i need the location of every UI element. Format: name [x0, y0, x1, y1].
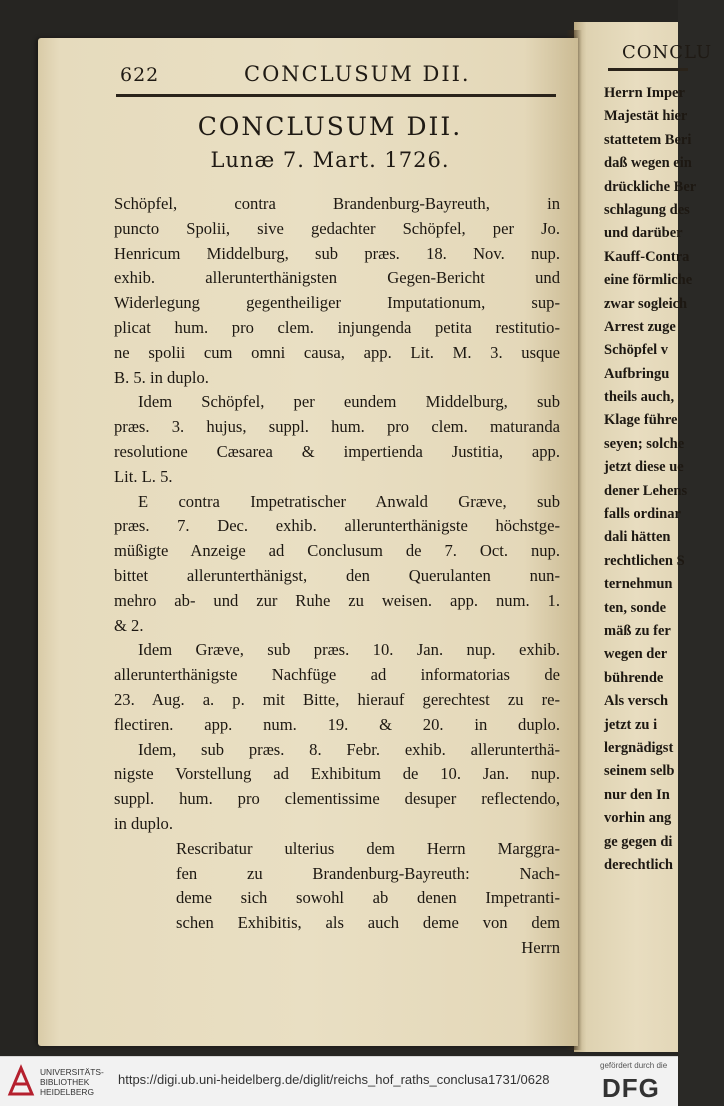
text-line: fen zu Brandenburg-Bayreuth: Nach-: [176, 863, 560, 883]
right-page-text: [604, 82, 724, 877]
text-line: exhib. allerunterthänigsten Gegen-Bericht und: [114, 268, 560, 288]
text-line: schen Exhibitis, als auch deme von dem: [176, 913, 560, 933]
right-text-line: wegen der: [604, 646, 668, 663]
right-text-line: ge gegen di: [604, 833, 673, 850]
header-rule: [116, 94, 556, 97]
right-text-line: seyen; solche: [604, 435, 685, 452]
running-head: [120, 62, 560, 92]
university-logo-icon[interactable]: [8, 1066, 34, 1096]
right-header-rule: [608, 68, 688, 71]
right-text-line: stattetem Beri: [604, 131, 692, 148]
body-text: [114, 192, 560, 961]
right-text-line: Herrn Imper: [604, 85, 685, 101]
permalink-url[interactable]: https://digi.ub.uni-heidelberg.de/diglit/reichs_hof_raths_conclusa1731/0628: [118, 1072, 550, 1087]
right-text-line: jetzt zu i: [604, 716, 658, 733]
text-line: præs. 3. hujus, suppl. hum. pro clem. maturanda: [114, 417, 560, 437]
text-line: Idem Schöpfel, per eundem Middelburg, sub: [138, 392, 560, 412]
text-line: B. 5. in duplo.: [114, 367, 209, 387]
right-text-line: ten, sonde: [604, 599, 667, 616]
page-heading: CONCLUSUM DII.: [197, 112, 463, 141]
text-line: Rescribatur ulterius dem Herrn Marggra-: [176, 838, 560, 858]
institution-line: UNIVERSITÄTS-: [40, 1067, 104, 1077]
text-line: nigste Vorstellung ad Exhibitum de 10. Jan. nup.: [114, 764, 560, 784]
text-line: mehro ab- und zur Ruhe zu weisen. app. num. 1.: [114, 590, 560, 610]
page-number: 622: [120, 64, 160, 86]
right-text-line: daß wegen ein: [604, 155, 692, 172]
right-text-line: dener Lehens: [604, 482, 688, 499]
right-text-line: lergnädigst: [604, 739, 674, 756]
right-text-line: vorhin ang: [604, 810, 672, 827]
right-text-line: theils auch,: [604, 389, 675, 406]
text-line: flectiren. app. num. 19. & 20. in duplo.: [114, 714, 560, 734]
text-line: Lit. L. 5.: [114, 466, 173, 486]
right-text-line: falls ordinar: [604, 506, 681, 523]
text-line: deme sich sowohl ab denen Impetranti-: [176, 888, 560, 908]
text-line: Idem Græve, sub præs. 10. Jan. nup. exhib.: [138, 640, 560, 660]
text-line: præs. 7. Dec. exhib. allerunterthänigste höchstge-: [114, 516, 560, 536]
conclusum-date: Lunæ 7. Mart. 1726.: [210, 148, 450, 172]
funded-by-label: gefördert durch die: [600, 1061, 668, 1070]
right-text-line: Schöpfel v: [604, 342, 669, 359]
institution-line: HEIDELBERG: [40, 1087, 94, 1097]
right-text-line: nur den In: [604, 786, 670, 803]
right-text-line: seinem selb: [604, 763, 675, 780]
right-text-line: Majestät hier: [604, 108, 688, 125]
text-line: in duplo.: [114, 813, 174, 833]
text-line: ne spolii cum omni causa, app. Lit. M. 3. usque: [114, 342, 560, 362]
right-text-line: dali hätten: [604, 529, 671, 546]
viewer-footer: [0, 1056, 678, 1106]
right-text-line: Als versch: [604, 693, 669, 710]
right-text-line: derechtlich: [604, 856, 673, 873]
right-text-line: drückliche Ber: [604, 178, 697, 195]
text-line: Herrn: [521, 937, 560, 957]
right-running-title: CONCLU: [622, 42, 713, 63]
right-text-line: schlagung des: [604, 201, 690, 218]
right-text-line: mäß zu fer: [604, 622, 671, 639]
text-line: bittet allerunterthänigst, den Querulanten nun-: [114, 565, 560, 585]
text-line: suppl. hum. pro clementissime desuper reflectendo,: [114, 789, 560, 809]
text-line: plicat hum. pro clem. injungenda petita restitutio-: [114, 317, 560, 337]
right-page: [574, 22, 713, 1052]
institution-line: BIBLIOTHEK: [40, 1077, 90, 1087]
running-title: CONCLUSUM DII.: [244, 62, 471, 86]
right-text-line: zwar sogleich: [604, 295, 688, 312]
right-text-line: Kauff-Contra: [604, 248, 690, 265]
text-line: Schöpfel, contra Brandenburg-Bayreuth, in: [114, 194, 560, 213]
right-text-line: Aufbringu: [604, 365, 670, 382]
text-line: & 2.: [114, 615, 144, 635]
dfg-logo[interactable]: DFG: [602, 1073, 660, 1103]
text-line: puncto Spolii, sive gedachter Schöpfel, per Jo.: [114, 218, 560, 238]
institution-name: [40, 1067, 104, 1097]
text-line: E contra Impetratischer Anwald Græve, sub: [138, 491, 560, 511]
text-line: 23. Aug. a. p. mit Bitte, hierauf gerechtest zu re-: [114, 689, 560, 709]
right-text-line: jetzt diese ue: [604, 459, 684, 476]
text-line: resolutione Cæsarea & impertienda Justitia, app.: [114, 441, 560, 461]
text-line: Idem, sub præs. 8. Febr. exhib. allerunterthä-: [138, 739, 560, 759]
right-text-line: Klage führe: [604, 412, 678, 429]
right-text-line: bührende: [604, 669, 664, 686]
right-text-line: rechtlichen S: [604, 552, 685, 569]
text-line: allerunterthänigste Nachfüge ad informatorias de: [114, 665, 560, 685]
right-text-line: und darüber: [604, 225, 683, 242]
text-line: Henricum Middelburg, sub præs. 18. Nov. nup.: [114, 243, 560, 263]
text-line: Widerlegung gegentheiliger Imputationum, sup-: [114, 293, 560, 313]
right-text-line: ternehmun: [604, 576, 673, 593]
right-text-line: eine förmliche: [604, 272, 693, 289]
right-text-line: Arrest zuge: [604, 318, 676, 335]
text-line: müßigte Anzeige ad Conclusum de 7. Oct. nup.: [114, 541, 560, 561]
